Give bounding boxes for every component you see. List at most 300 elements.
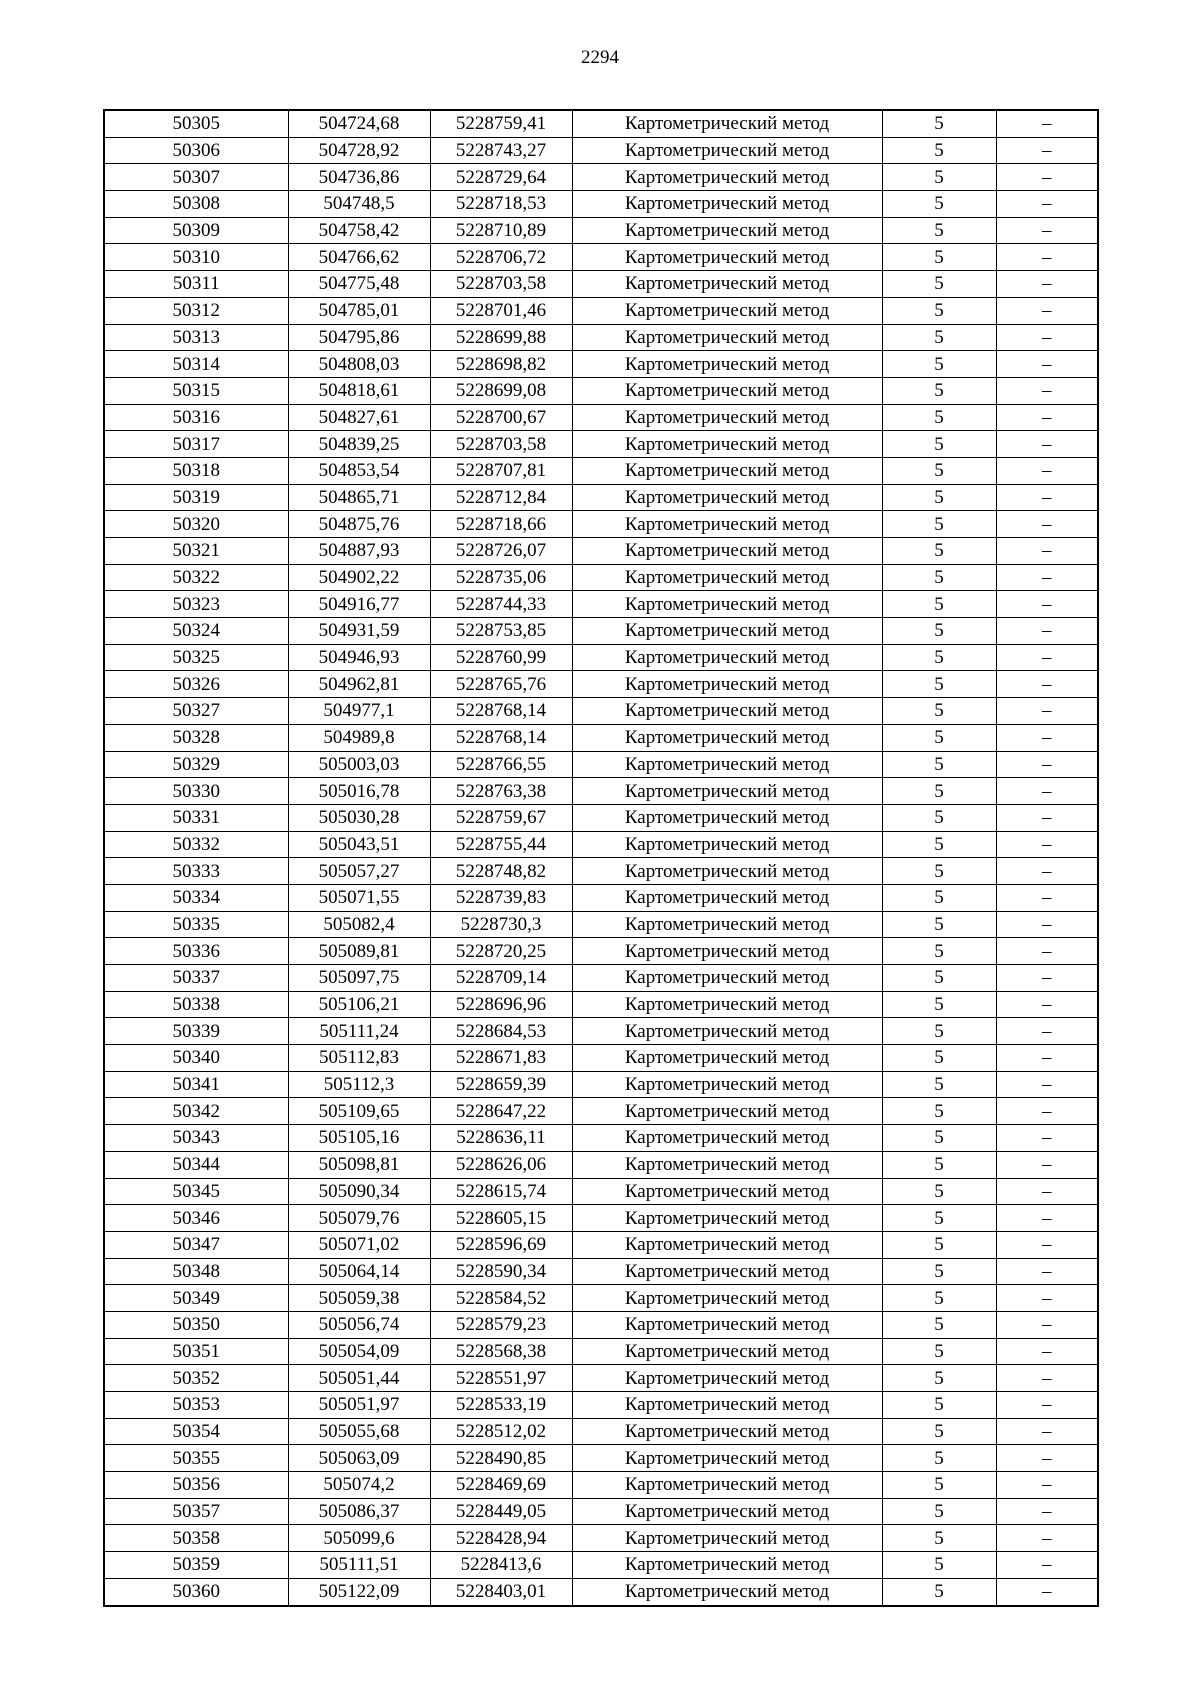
method-cell: Картометрический метод — [572, 538, 882, 565]
method-cell: Картометрический метод — [572, 1445, 882, 1472]
y-coordinate-cell: 5228744,33 — [430, 591, 572, 618]
accuracy-cell: 5 — [882, 538, 996, 565]
note-cell: – — [996, 1045, 1098, 1072]
note-cell: – — [996, 618, 1098, 645]
point-number-cell: 50359 — [104, 1552, 288, 1579]
accuracy-cell: 5 — [882, 1258, 996, 1285]
x-coordinate-cell: 504977,1 — [288, 698, 430, 725]
note-cell: – — [996, 1231, 1098, 1258]
y-coordinate-cell: 5228720,25 — [430, 938, 572, 965]
accuracy-cell: 5 — [882, 1418, 996, 1445]
point-number-cell: 50346 — [104, 1205, 288, 1232]
y-coordinate-cell: 5228696,96 — [430, 991, 572, 1018]
table-row — [104, 991, 1098, 1018]
method-cell: Картометрический метод — [572, 724, 882, 751]
accuracy-cell: 5 — [882, 858, 996, 885]
note-cell: – — [996, 1125, 1098, 1152]
method-cell: Картометрический метод — [572, 1205, 882, 1232]
y-coordinate-cell: 5228684,53 — [430, 1018, 572, 1045]
point-number-cell: 50335 — [104, 911, 288, 938]
table-row — [104, 164, 1098, 191]
point-number-cell: 50334 — [104, 884, 288, 911]
note-cell: – — [996, 1018, 1098, 1045]
accuracy-cell: 5 — [882, 1525, 996, 1552]
x-coordinate-cell: 505089,81 — [288, 938, 430, 965]
y-coordinate-cell: 5228659,39 — [430, 1071, 572, 1098]
note-cell: – — [996, 404, 1098, 431]
method-cell: Картометрический метод — [572, 217, 882, 244]
table-row — [104, 1098, 1098, 1125]
accuracy-cell: 5 — [882, 671, 996, 698]
method-cell: Картометрический метод — [572, 751, 882, 778]
note-cell: – — [996, 1151, 1098, 1178]
point-number-cell: 50328 — [104, 724, 288, 751]
y-coordinate-cell: 5228596,69 — [430, 1231, 572, 1258]
point-number-cell: 50338 — [104, 991, 288, 1018]
accuracy-cell: 5 — [882, 271, 996, 298]
x-coordinate-cell: 504748,5 — [288, 191, 430, 218]
point-number-cell: 50311 — [104, 271, 288, 298]
y-coordinate-cell: 5228748,82 — [430, 858, 572, 885]
x-coordinate-cell: 505112,83 — [288, 1045, 430, 1072]
y-coordinate-cell: 5228766,55 — [430, 751, 572, 778]
point-number-cell: 50352 — [104, 1365, 288, 1392]
note-cell: – — [996, 538, 1098, 565]
note-cell: – — [996, 271, 1098, 298]
note-cell: – — [996, 351, 1098, 378]
note-cell: – — [996, 591, 1098, 618]
accuracy-cell: 5 — [882, 804, 996, 831]
table-row — [104, 191, 1098, 218]
accuracy-cell: 5 — [882, 1151, 996, 1178]
method-cell: Картометрический метод — [572, 377, 882, 404]
point-number-cell: 50326 — [104, 671, 288, 698]
y-coordinate-cell: 5228768,14 — [430, 698, 572, 725]
method-cell: Картометрический метод — [572, 778, 882, 805]
accuracy-cell: 5 — [882, 1045, 996, 1072]
accuracy-cell: 5 — [882, 911, 996, 938]
x-coordinate-cell: 505111,51 — [288, 1552, 430, 1579]
note-cell: – — [996, 564, 1098, 591]
y-coordinate-cell: 5228729,64 — [430, 164, 572, 191]
point-number-cell: 50321 — [104, 538, 288, 565]
method-cell: Картометрический метод — [572, 1418, 882, 1445]
method-cell: Картометрический метод — [572, 618, 882, 645]
point-number-cell: 50308 — [104, 191, 288, 218]
x-coordinate-cell: 505057,27 — [288, 858, 430, 885]
note-cell: – — [996, 778, 1098, 805]
method-cell: Картометрический метод — [572, 644, 882, 671]
y-coordinate-cell: 5228512,02 — [430, 1418, 572, 1445]
y-coordinate-cell: 5228699,88 — [430, 324, 572, 351]
y-coordinate-cell: 5228590,34 — [430, 1258, 572, 1285]
note-cell: – — [996, 244, 1098, 271]
table-row — [104, 724, 1098, 751]
note-cell: – — [996, 1071, 1098, 1098]
coordinates-table-body — [104, 110, 1098, 1606]
y-coordinate-cell: 5228700,67 — [430, 404, 572, 431]
table-row — [104, 911, 1098, 938]
table-row — [104, 884, 1098, 911]
accuracy-cell: 5 — [882, 778, 996, 805]
table-row — [104, 1578, 1098, 1605]
y-coordinate-cell: 5228490,85 — [430, 1445, 572, 1472]
x-coordinate-cell: 504736,86 — [288, 164, 430, 191]
method-cell: Картометрический метод — [572, 1151, 882, 1178]
point-number-cell: 50327 — [104, 698, 288, 725]
coordinates-table — [103, 109, 1099, 1607]
x-coordinate-cell: 504853,54 — [288, 457, 430, 484]
method-cell: Картометрический метод — [572, 911, 882, 938]
note-cell: – — [996, 858, 1098, 885]
x-coordinate-cell: 505059,38 — [288, 1285, 430, 1312]
note-cell: – — [996, 191, 1098, 218]
accuracy-cell: 5 — [882, 1472, 996, 1499]
accuracy-cell: 5 — [882, 324, 996, 351]
table-row — [104, 564, 1098, 591]
accuracy-cell: 5 — [882, 618, 996, 645]
table-row — [104, 965, 1098, 992]
x-coordinate-cell: 505055,68 — [288, 1418, 430, 1445]
point-number-cell: 50312 — [104, 297, 288, 324]
note-cell: – — [996, 671, 1098, 698]
x-coordinate-cell: 505109,65 — [288, 1098, 430, 1125]
table-row — [104, 1392, 1098, 1419]
x-coordinate-cell: 504724,68 — [288, 110, 430, 137]
method-cell: Картометрический метод — [572, 484, 882, 511]
note-cell: – — [996, 297, 1098, 324]
note-cell: – — [996, 431, 1098, 458]
accuracy-cell: 5 — [882, 164, 996, 191]
method-cell: Картометрический метод — [572, 244, 882, 271]
method-cell: Картометрический метод — [572, 1338, 882, 1365]
table-row — [104, 644, 1098, 671]
y-coordinate-cell: 5228703,58 — [430, 271, 572, 298]
x-coordinate-cell: 505122,09 — [288, 1578, 430, 1605]
method-cell: Картометрический метод — [572, 1045, 882, 1072]
point-number-cell: 50330 — [104, 778, 288, 805]
y-coordinate-cell: 5228413,6 — [430, 1552, 572, 1579]
point-number-cell: 50340 — [104, 1045, 288, 1072]
table-row — [104, 1178, 1098, 1205]
accuracy-cell: 5 — [882, 1231, 996, 1258]
point-number-cell: 50343 — [104, 1125, 288, 1152]
method-cell: Картометрический метод — [572, 564, 882, 591]
note-cell: – — [996, 644, 1098, 671]
y-coordinate-cell: 5228759,41 — [430, 110, 572, 137]
table-row — [104, 137, 1098, 164]
x-coordinate-cell: 504887,93 — [288, 538, 430, 565]
y-coordinate-cell: 5228698,82 — [430, 351, 572, 378]
point-number-cell: 50336 — [104, 938, 288, 965]
table-row — [104, 1125, 1098, 1152]
method-cell: Картометрический метод — [572, 858, 882, 885]
y-coordinate-cell: 5228739,83 — [430, 884, 572, 911]
point-number-cell: 50305 — [104, 110, 288, 137]
point-number-cell: 50345 — [104, 1178, 288, 1205]
note-cell: – — [996, 511, 1098, 538]
accuracy-cell: 5 — [882, 965, 996, 992]
y-coordinate-cell: 5228636,11 — [430, 1125, 572, 1152]
method-cell: Картометрический метод — [572, 324, 882, 351]
table-row — [104, 244, 1098, 271]
point-number-cell: 50325 — [104, 644, 288, 671]
point-number-cell: 50310 — [104, 244, 288, 271]
method-cell: Картометрический метод — [572, 137, 882, 164]
method-cell: Картометрический метод — [572, 1285, 882, 1312]
note-cell: – — [996, 217, 1098, 244]
y-coordinate-cell: 5228718,53 — [430, 191, 572, 218]
x-coordinate-cell: 504795,86 — [288, 324, 430, 351]
y-coordinate-cell: 5228701,46 — [430, 297, 572, 324]
y-coordinate-cell: 5228735,06 — [430, 564, 572, 591]
x-coordinate-cell: 505079,76 — [288, 1205, 430, 1232]
method-cell: Картометрический метод — [572, 164, 882, 191]
note-cell: – — [996, 324, 1098, 351]
y-coordinate-cell: 5228699,08 — [430, 377, 572, 404]
table-row — [104, 1045, 1098, 1072]
accuracy-cell: 5 — [882, 1098, 996, 1125]
method-cell: Картометрический метод — [572, 591, 882, 618]
y-coordinate-cell: 5228710,89 — [430, 217, 572, 244]
table-row — [104, 1205, 1098, 1232]
method-cell: Картометрический метод — [572, 1125, 882, 1152]
note-cell: – — [996, 965, 1098, 992]
note-cell: – — [996, 1498, 1098, 1525]
table-row — [104, 1311, 1098, 1338]
x-coordinate-cell: 505064,14 — [288, 1258, 430, 1285]
y-coordinate-cell: 5228615,74 — [430, 1178, 572, 1205]
accuracy-cell: 5 — [882, 1071, 996, 1098]
x-coordinate-cell: 504766,62 — [288, 244, 430, 271]
method-cell: Картометрический метод — [572, 1178, 882, 1205]
x-coordinate-cell: 505051,97 — [288, 1392, 430, 1419]
note-cell: – — [996, 751, 1098, 778]
point-number-cell: 50315 — [104, 377, 288, 404]
point-number-cell: 50349 — [104, 1285, 288, 1312]
point-number-cell: 50350 — [104, 1311, 288, 1338]
table-row — [104, 1258, 1098, 1285]
method-cell: Картометрический метод — [572, 191, 882, 218]
x-coordinate-cell: 504962,81 — [288, 671, 430, 698]
table-row — [104, 1472, 1098, 1499]
accuracy-cell: 5 — [882, 244, 996, 271]
note-cell: – — [996, 457, 1098, 484]
note-cell: – — [996, 1338, 1098, 1365]
point-number-cell: 50318 — [104, 457, 288, 484]
point-number-cell: 50347 — [104, 1231, 288, 1258]
method-cell: Картометрический метод — [572, 457, 882, 484]
table-row — [104, 858, 1098, 885]
table-row — [104, 271, 1098, 298]
x-coordinate-cell: 504839,25 — [288, 431, 430, 458]
y-coordinate-cell: 5228449,05 — [430, 1498, 572, 1525]
table-row — [104, 1418, 1098, 1445]
y-coordinate-cell: 5228753,85 — [430, 618, 572, 645]
x-coordinate-cell: 505043,51 — [288, 831, 430, 858]
point-number-cell: 50323 — [104, 591, 288, 618]
x-coordinate-cell: 504785,01 — [288, 297, 430, 324]
note-cell: – — [996, 698, 1098, 725]
method-cell: Картометрический метод — [572, 271, 882, 298]
table-row — [104, 404, 1098, 431]
method-cell: Картометрический метод — [572, 351, 882, 378]
accuracy-cell: 5 — [882, 431, 996, 458]
table-row — [104, 938, 1098, 965]
table-row — [104, 591, 1098, 618]
table-row — [104, 778, 1098, 805]
accuracy-cell: 5 — [882, 938, 996, 965]
method-cell: Картометрический метод — [572, 804, 882, 831]
table-row — [104, 1498, 1098, 1525]
accuracy-cell: 5 — [882, 698, 996, 725]
x-coordinate-cell: 504808,03 — [288, 351, 430, 378]
y-coordinate-cell: 5228765,76 — [430, 671, 572, 698]
method-cell: Картометрический метод — [572, 991, 882, 1018]
accuracy-cell: 5 — [882, 1552, 996, 1579]
note-cell: – — [996, 1578, 1098, 1605]
point-number-cell: 50313 — [104, 324, 288, 351]
x-coordinate-cell: 505054,09 — [288, 1338, 430, 1365]
table-row — [104, 1365, 1098, 1392]
x-coordinate-cell: 505099,6 — [288, 1525, 430, 1552]
table-row — [104, 1338, 1098, 1365]
x-coordinate-cell: 504946,93 — [288, 644, 430, 671]
accuracy-cell: 5 — [882, 1178, 996, 1205]
accuracy-cell: 5 — [882, 564, 996, 591]
accuracy-cell: 5 — [882, 1578, 996, 1605]
accuracy-cell: 5 — [882, 644, 996, 671]
point-number-cell: 50354 — [104, 1418, 288, 1445]
x-coordinate-cell: 504827,61 — [288, 404, 430, 431]
method-cell: Картометрический метод — [572, 884, 882, 911]
x-coordinate-cell: 505071,02 — [288, 1231, 430, 1258]
y-coordinate-cell: 5228709,14 — [430, 965, 572, 992]
note-cell: – — [996, 377, 1098, 404]
note-cell: – — [996, 1365, 1098, 1392]
method-cell: Картометрический метод — [572, 671, 882, 698]
note-cell: – — [996, 1445, 1098, 1472]
accuracy-cell: 5 — [882, 404, 996, 431]
y-coordinate-cell: 5228647,22 — [430, 1098, 572, 1125]
note-cell: – — [996, 938, 1098, 965]
y-coordinate-cell: 5228428,94 — [430, 1525, 572, 1552]
point-number-cell: 50317 — [104, 431, 288, 458]
method-cell: Картометрический метод — [572, 1098, 882, 1125]
x-coordinate-cell: 505105,16 — [288, 1125, 430, 1152]
point-number-cell: 50333 — [104, 858, 288, 885]
accuracy-cell: 5 — [882, 457, 996, 484]
x-coordinate-cell: 505106,21 — [288, 991, 430, 1018]
accuracy-cell: 5 — [882, 1365, 996, 1392]
table-row — [104, 831, 1098, 858]
y-coordinate-cell: 5228712,84 — [430, 484, 572, 511]
method-cell: Картометрический метод — [572, 1498, 882, 1525]
accuracy-cell: 5 — [882, 511, 996, 538]
y-coordinate-cell: 5228533,19 — [430, 1392, 572, 1419]
page-number: 2294 — [581, 47, 619, 68]
table-row — [104, 431, 1098, 458]
note-cell: – — [996, 831, 1098, 858]
note-cell: – — [996, 1525, 1098, 1552]
x-coordinate-cell: 504916,77 — [288, 591, 430, 618]
point-number-cell: 50319 — [104, 484, 288, 511]
point-number-cell: 50351 — [104, 1338, 288, 1365]
accuracy-cell: 5 — [882, 1311, 996, 1338]
y-coordinate-cell: 5228768,14 — [430, 724, 572, 751]
table-row — [104, 804, 1098, 831]
accuracy-cell: 5 — [882, 724, 996, 751]
x-coordinate-cell: 504865,71 — [288, 484, 430, 511]
point-number-cell: 50329 — [104, 751, 288, 778]
note-cell: – — [996, 1392, 1098, 1419]
method-cell: Картометрический метод — [572, 1258, 882, 1285]
y-coordinate-cell: 5228469,69 — [430, 1472, 572, 1499]
table-row — [104, 1071, 1098, 1098]
method-cell: Картометрический метод — [572, 831, 882, 858]
method-cell: Картометрический метод — [572, 511, 882, 538]
y-coordinate-cell: 5228763,38 — [430, 778, 572, 805]
x-coordinate-cell: 504989,8 — [288, 724, 430, 751]
table-row — [104, 1151, 1098, 1178]
y-coordinate-cell: 5228605,15 — [430, 1205, 572, 1232]
accuracy-cell: 5 — [882, 191, 996, 218]
accuracy-cell: 5 — [882, 1205, 996, 1232]
note-cell: – — [996, 911, 1098, 938]
y-coordinate-cell: 5228579,23 — [430, 1311, 572, 1338]
table-row — [104, 484, 1098, 511]
method-cell: Картометрический метод — [572, 1472, 882, 1499]
accuracy-cell: 5 — [882, 297, 996, 324]
note-cell: – — [996, 1205, 1098, 1232]
method-cell: Картометрический метод — [572, 110, 882, 137]
note-cell: – — [996, 484, 1098, 511]
y-coordinate-cell: 5228671,83 — [430, 1045, 572, 1072]
y-coordinate-cell: 5228730,3 — [430, 911, 572, 938]
accuracy-cell: 5 — [882, 751, 996, 778]
y-coordinate-cell: 5228626,06 — [430, 1151, 572, 1178]
note-cell: – — [996, 1472, 1098, 1499]
note-cell: – — [996, 1311, 1098, 1338]
y-coordinate-cell: 5228551,97 — [430, 1365, 572, 1392]
table-row — [104, 1525, 1098, 1552]
point-number-cell: 50339 — [104, 1018, 288, 1045]
table-row — [104, 297, 1098, 324]
accuracy-cell: 5 — [882, 484, 996, 511]
table-row — [104, 698, 1098, 725]
accuracy-cell: 5 — [882, 1445, 996, 1472]
x-coordinate-cell: 505086,37 — [288, 1498, 430, 1525]
accuracy-cell: 5 — [882, 591, 996, 618]
method-cell: Картометрический метод — [572, 938, 882, 965]
x-coordinate-cell: 504902,22 — [288, 564, 430, 591]
point-number-cell: 50344 — [104, 1151, 288, 1178]
method-cell: Картометрический метод — [572, 1311, 882, 1338]
y-coordinate-cell: 5228707,81 — [430, 457, 572, 484]
point-number-cell: 50322 — [104, 564, 288, 591]
method-cell: Картометрический метод — [572, 1392, 882, 1419]
point-number-cell: 50324 — [104, 618, 288, 645]
method-cell: Картометрический метод — [572, 431, 882, 458]
table-row — [104, 377, 1098, 404]
point-number-cell: 50309 — [104, 217, 288, 244]
method-cell: Картометрический метод — [572, 1578, 882, 1605]
x-coordinate-cell: 505097,75 — [288, 965, 430, 992]
table-row — [104, 1018, 1098, 1045]
point-number-cell: 50331 — [104, 804, 288, 831]
accuracy-cell: 5 — [882, 884, 996, 911]
x-coordinate-cell: 505051,44 — [288, 1365, 430, 1392]
